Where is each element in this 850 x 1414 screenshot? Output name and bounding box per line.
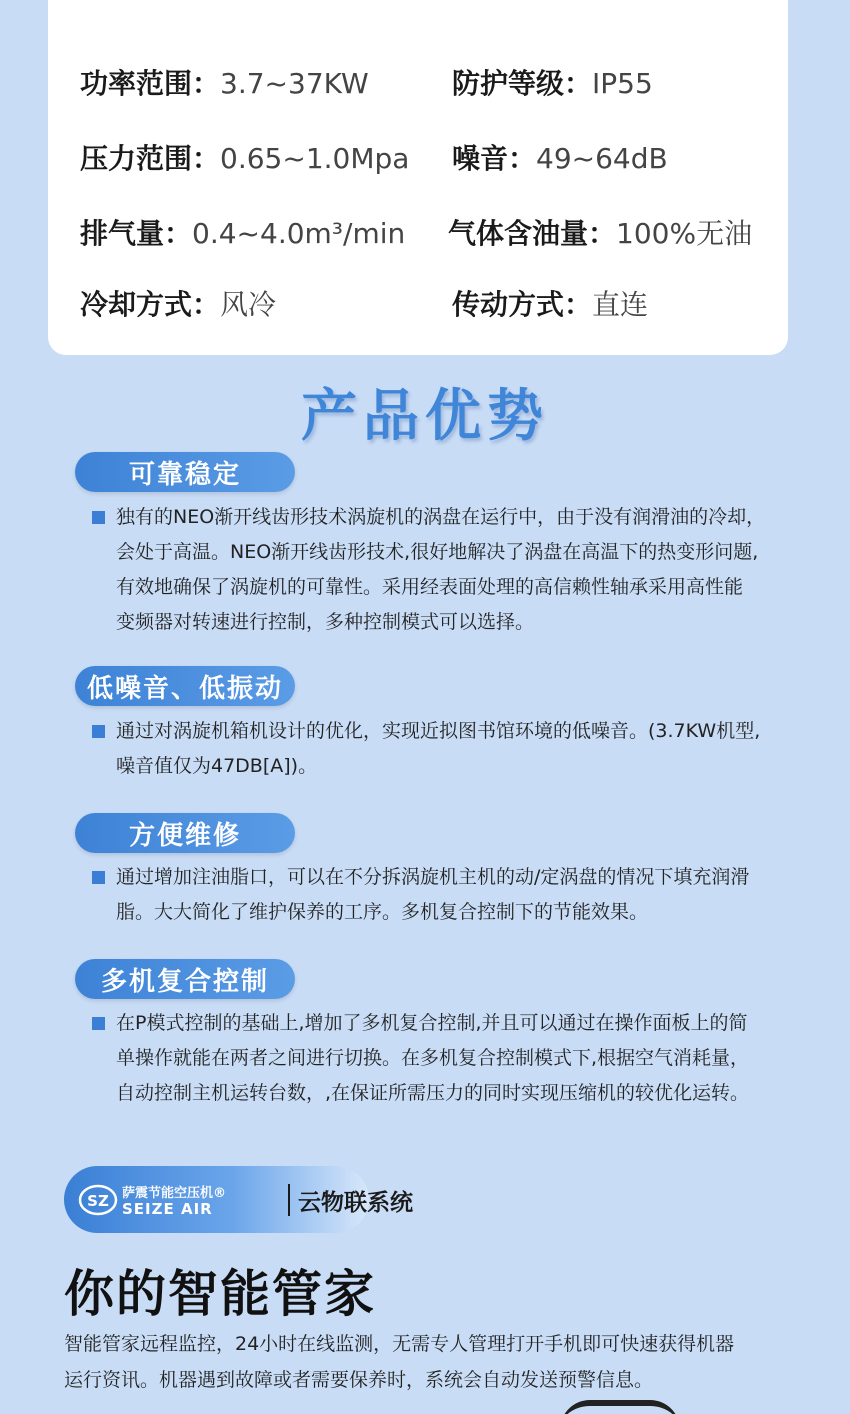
advantage-text-low-noise: 通过对涡旋机箱机设计的优化，实现近拟图书馆环境的低噪音。(3.7KW机型, 噪音值仅为47DB[A])。: [116, 720, 761, 777]
spec-oil-content: 气体含油量：100%无油: [448, 217, 753, 250]
spec-drive: 传动方式：直连: [452, 288, 649, 321]
spec-displacement: 排气量：0.4~4.0m³/min: [80, 217, 406, 250]
spec-protection: 防护等级：IP55: [452, 67, 653, 100]
spec-power: 功率范围：3.7~37KW: [80, 67, 369, 100]
bullet-icon: [92, 511, 105, 524]
spec-pressure: 压力范围：0.65~1.0Mpa: [80, 142, 410, 175]
spec-cooling: 冷却方式：风冷: [80, 288, 277, 321]
advantage-text-multi-control: 在P模式控制的基础上,增加了多机复合控制,并且可以通过在操作面板上的简 单操作就能在两者之间进行切换。在多机复合控制模式下,根据空气消耗量， 自动控制主机运转台数，,在保证所需压力的同时实现压缩机的较优化运转。: [116, 1012, 750, 1104]
svg-text:SZ: SZ: [87, 1192, 109, 1210]
phone-image-edge: [560, 1400, 680, 1414]
advantages-heading: 产品优势: [301, 384, 549, 449]
advantage-title-reliable: 可靠稳定: [75, 452, 295, 492]
butler-title: 你的智能管家: [64, 1265, 376, 1323]
advantage-text-maintenance: 通过增加注油脂口，可以在不分拆涡旋机主机的动/定涡盘的情况下填充润滑 脂。大大简化了维护保养的工序。多机复合控制下的节能效果。: [116, 866, 750, 923]
advantage-text-reliable: 独有的NEO渐开线齿形技术涡旋机的涡盘在运行中，由于没有润滑油的冷却， 会处于高温。NEO渐开线齿形技术,很好地解决了涡盘在高温下的热变形问题, 有效地确保了涡旋机的可靠性。采用经表面处理的高信赖性轴承采用高性能 变频器对转速进行控制，多种控制模式可以选择。: [116, 506, 766, 633]
advantage-title-low-noise: 低噪音、低振动: [75, 666, 295, 706]
butler-description: 智能管家远程监控，24小时在线监测，无需专人管理打开手机即可快速获得机器 运行资讯。机器遇到故障或者需要保养时，系统会自动发送预警信息。: [64, 1333, 735, 1391]
spec-card: [48, 0, 788, 355]
spec-noise: 噪音：49~64dB: [452, 142, 668, 175]
advantage-title-maintenance: 方便维修: [75, 813, 295, 853]
brand-name-en: SEIZE AIR: [122, 1200, 213, 1218]
bullet-icon: [92, 871, 105, 884]
brand-name-cn: 萨震节能空压机®: [122, 1186, 227, 1201]
bullet-icon: [92, 1017, 105, 1030]
brand-logo-icon: [78, 1180, 118, 1220]
advantage-title-multi-control: 多机复合控制: [75, 959, 295, 999]
bullet-icon: [92, 725, 105, 738]
brand-system-label: 云物联系统: [298, 1190, 413, 1216]
brand-divider: [288, 1184, 290, 1216]
brand-bar: [64, 1166, 413, 1233]
